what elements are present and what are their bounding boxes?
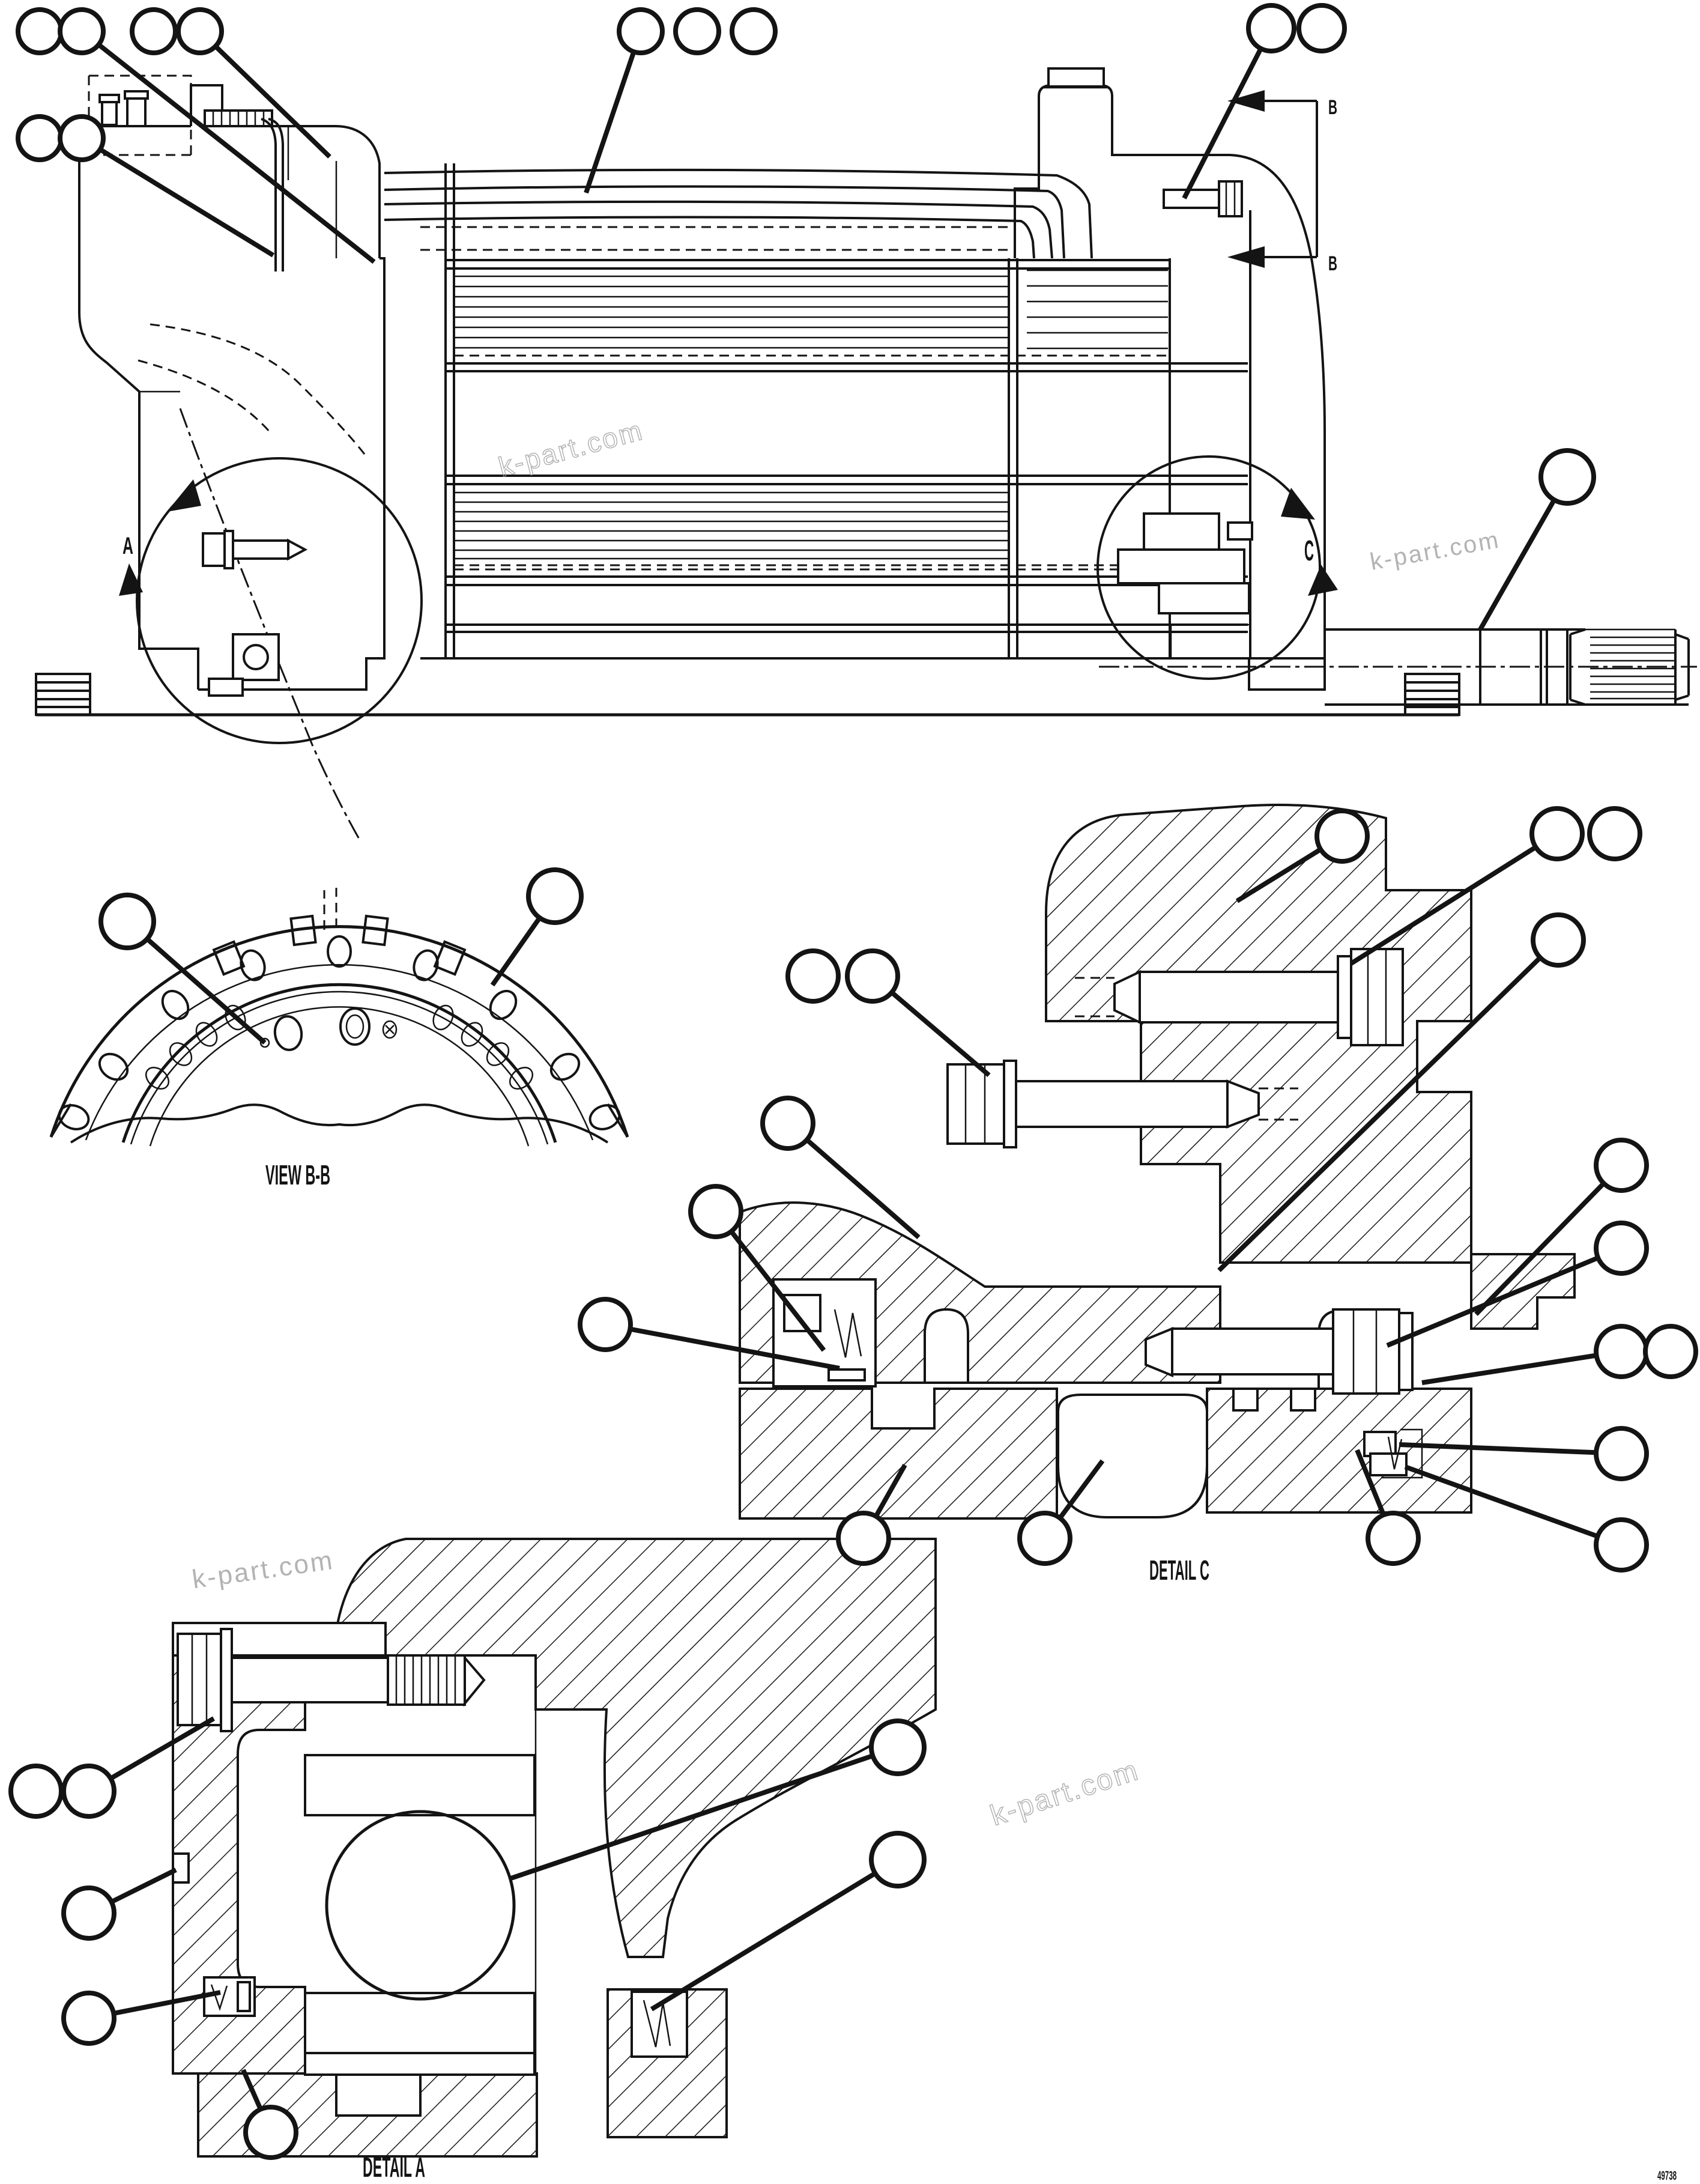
callout-leader bbox=[586, 52, 634, 193]
callout-leader bbox=[892, 992, 989, 1075]
label-detail-a: DETAIL A bbox=[363, 2152, 425, 2183]
case-bolt bbox=[1164, 181, 1242, 216]
callout-leader bbox=[652, 1873, 875, 2009]
callout-balloon bbox=[528, 870, 581, 923]
label-section-b-bottom: B bbox=[1328, 252, 1337, 275]
bearing-ball bbox=[327, 1812, 514, 1999]
rollers bbox=[142, 1003, 536, 1093]
callout-balloon bbox=[619, 10, 662, 53]
right-mount-pad bbox=[1405, 674, 1459, 715]
callout-balloon bbox=[246, 2107, 296, 2158]
callout-balloon bbox=[676, 10, 719, 53]
watermark-text: k-part.com bbox=[986, 1754, 1143, 1833]
callout-balloon bbox=[1541, 450, 1594, 503]
callout-balloon bbox=[732, 10, 775, 53]
callout-balloon bbox=[64, 1888, 114, 1938]
callout-balloon bbox=[101, 895, 154, 948]
callout-balloon bbox=[1590, 808, 1640, 859]
output-shaft bbox=[1099, 629, 1697, 705]
callout-balloon bbox=[1596, 1140, 1647, 1191]
detail-a-view bbox=[173, 1539, 936, 2156]
callout-leader bbox=[1184, 49, 1261, 198]
callout-balloon bbox=[1596, 1520, 1647, 1570]
sheet-number: 49738 bbox=[1657, 2169, 1677, 2183]
callout-leader bbox=[98, 44, 374, 262]
callout-balloon bbox=[580, 1299, 631, 1350]
callout-leader bbox=[1422, 1355, 1597, 1383]
section-b-marker bbox=[1227, 90, 1317, 268]
watermark-text: k-part.com bbox=[1368, 526, 1502, 575]
callout-balloon bbox=[1248, 5, 1294, 51]
section-arrow-icon bbox=[1227, 246, 1265, 268]
callout-balloon bbox=[1368, 1513, 1418, 1564]
main-section-view bbox=[36, 68, 1697, 841]
label-arrow-c: C bbox=[1304, 535, 1314, 567]
callout-balloon bbox=[871, 1721, 924, 1774]
left-seal bbox=[773, 1279, 876, 1386]
case-wall-section bbox=[1046, 805, 1471, 1263]
callout-balloon bbox=[788, 951, 838, 1001]
watermark-text: k-part.com bbox=[495, 414, 647, 483]
callout-balloon bbox=[1299, 5, 1345, 51]
callout-balloon bbox=[763, 1098, 813, 1148]
shaft-seal bbox=[632, 1992, 687, 2057]
callout-balloon bbox=[60, 117, 103, 160]
callout-leader bbox=[216, 46, 330, 157]
callout-balloon bbox=[1596, 1223, 1647, 1273]
watermark-text: k-part.com bbox=[190, 1545, 336, 1595]
fitting-bolt bbox=[127, 97, 145, 126]
callout-balloon bbox=[18, 10, 61, 53]
center-nut bbox=[1058, 1395, 1207, 1517]
left-mount-pad bbox=[36, 674, 90, 715]
callout-leader bbox=[100, 150, 273, 255]
callout-balloon bbox=[1645, 1326, 1696, 1377]
callout-balloon bbox=[60, 10, 103, 53]
callout-balloon bbox=[1020, 1513, 1070, 1564]
callout-balloon bbox=[871, 1833, 924, 1886]
callout-balloon bbox=[847, 951, 898, 1001]
callout-leader bbox=[112, 1870, 176, 1902]
callout-balloon bbox=[1317, 811, 1367, 861]
callout-leader bbox=[1480, 500, 1554, 629]
bearing bbox=[305, 1709, 536, 2075]
callout-balloon bbox=[691, 1186, 741, 1237]
callout-balloon bbox=[64, 1993, 114, 2043]
arrow-c-top-icon bbox=[1281, 488, 1315, 520]
callout-balloon bbox=[18, 117, 61, 160]
callout-balloon bbox=[132, 10, 175, 53]
callout-balloon bbox=[64, 1766, 114, 1816]
studs bbox=[214, 888, 465, 974]
callout-balloon bbox=[838, 1513, 889, 1564]
label-arrow-a: A bbox=[123, 533, 133, 559]
label-detail-c: DETAIL C bbox=[1149, 1555, 1209, 1586]
hydraulic-hoses bbox=[384, 170, 1092, 258]
callout-balloon bbox=[1596, 1428, 1647, 1479]
bottom-plate-left bbox=[740, 1389, 1057, 1518]
detail-circle-a bbox=[119, 458, 422, 743]
detail-c-view bbox=[740, 805, 1574, 1518]
callout-balloons-layer bbox=[11, 5, 1696, 2158]
filler-port-cap bbox=[1048, 68, 1104, 86]
cover-seal bbox=[204, 1977, 255, 2016]
callout-balloon bbox=[11, 1766, 61, 1816]
left-end-cover bbox=[79, 76, 384, 841]
callout-balloon bbox=[1532, 808, 1582, 859]
label-view-bb: VIEW B-B bbox=[265, 1159, 330, 1191]
callout-balloon bbox=[1596, 1326, 1647, 1377]
callout-leader bbox=[492, 918, 540, 985]
fitting-bolt bbox=[102, 101, 116, 125]
callout-balloon bbox=[1533, 915, 1584, 965]
arrow-c-bottom-icon bbox=[1308, 565, 1338, 596]
callout-balloon bbox=[178, 10, 222, 53]
label-section-b-top: B bbox=[1328, 96, 1337, 119]
